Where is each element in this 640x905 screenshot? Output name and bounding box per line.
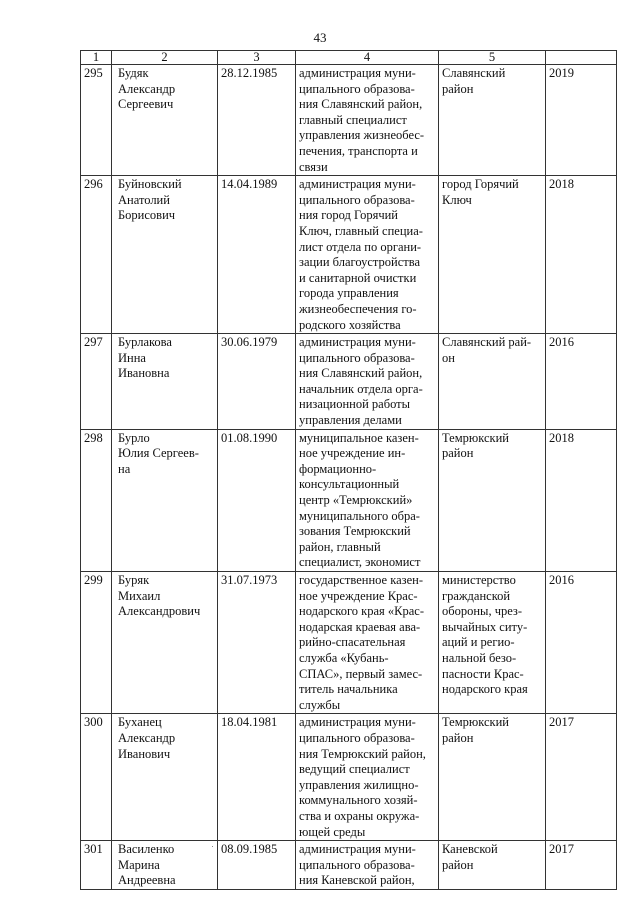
region-cell: Темрюкский район — [439, 714, 546, 841]
year-cell: 2018 — [546, 176, 617, 334]
column-number-row — [81, 51, 617, 65]
name-cell: Бурлакова Инна Ивановна — [112, 334, 218, 430]
table-row — [81, 841, 617, 890]
column-header: 5 — [439, 51, 546, 65]
birth-date-cell: 08.09.1985 — [218, 841, 296, 890]
region-cell: Славянский рай- он — [439, 334, 546, 430]
row-number-cell: 296 — [81, 176, 112, 334]
row-number-cell: 301 — [81, 841, 112, 890]
year-cell: 2019 — [546, 65, 617, 176]
birth-date-cell: 18.04.1981 — [218, 714, 296, 841]
name-cell: Буряк Михаил Александрович — [112, 572, 218, 714]
birth-date-cell: 31.07.1973 — [218, 572, 296, 714]
year-cell: 2017 — [546, 841, 617, 890]
birth-date-cell: 14.04.1989 — [218, 176, 296, 334]
position-cell: администрация муни- ципального образова- ния Славянский район, главный специалист управления жизнеобес- печения, транспорта и связи — [296, 65, 439, 176]
birth-date-cell: 30.06.1979 — [218, 334, 296, 430]
year-cell: 2016 — [546, 334, 617, 430]
region-cell: министерство гражданской обороны, чрез- вычайных ситу- аций и регио- нальной безо- пасности Крас- нодарского края — [439, 572, 546, 714]
column-header — [546, 51, 617, 65]
birth-date-cell: 01.08.1990 — [218, 429, 296, 571]
column-header: 2 — [112, 51, 218, 65]
row-number-cell: 300 — [81, 714, 112, 841]
table-row — [81, 334, 617, 430]
name-cell: Буханец Александр Иванович — [112, 714, 218, 841]
position-cell: администрация муни- ципального образова- ния Темрюкский район, ведущий специалист управления жилищно- коммунального хозяй- ства и охраны окружа- ющей среды — [296, 714, 439, 841]
registry-table — [80, 50, 617, 890]
row-number-cell: 295 — [81, 65, 112, 176]
table-row — [81, 429, 617, 571]
year-cell: 2017 — [546, 714, 617, 841]
position-cell: государственное казен- ное учреждение Крас- нодарского края «Крас- нодарская краевая ава- рийно-спасательная служба «Кубань- СПАС», первый замес- титель начальника службы — [296, 572, 439, 714]
position-cell: муниципальное казен- ное учреждение ин- формационно- консультационный центр «Темрюкский» муниципального обра- зования Темрюкский район, главный специалист, экономист — [296, 429, 439, 571]
year-cell: 2016 — [546, 572, 617, 714]
region-cell: город Горячий Ключ — [439, 176, 546, 334]
position-cell: администрация муни- ципального образова- ния Славянский район, начальник отдела орга- низационной работы управления делами — [296, 334, 439, 430]
region-cell: Каневской район — [439, 841, 546, 890]
table-row — [81, 176, 617, 334]
page-number: 43 — [313, 30, 327, 45]
row-number-cell: 297 — [81, 334, 112, 430]
name-cell: Будяк Александр Сергеевич — [112, 65, 218, 176]
name-cell: Бурло Юлия Сергеев- на — [112, 429, 218, 571]
row-number-cell: 299 — [81, 572, 112, 714]
position-cell: администрация муни- ципального образова- ния город Горячий Ключ, главный специа- лист отдела по органи- зации благоустройства и санитарной очистки города управления жизнеобеспечения го- родского хозяйства — [296, 176, 439, 334]
year-cell: 2018 — [546, 429, 617, 571]
scan-speck — [212, 846, 213, 847]
column-header: 3 — [218, 51, 296, 65]
table-row — [81, 714, 617, 841]
birth-date-cell: 28.12.1985 — [218, 65, 296, 176]
region-cell: Темрюкский район — [439, 429, 546, 571]
position-cell: администрация муни- ципального образова- ния Каневской район, — [296, 841, 439, 890]
region-cell: Славянский район — [439, 65, 546, 176]
name-cell: Буйновский Анатолий Борисович — [112, 176, 218, 334]
table-row — [81, 65, 617, 176]
column-header: 4 — [296, 51, 439, 65]
row-number-cell: 298 — [81, 429, 112, 571]
table-row — [81, 572, 617, 714]
name-cell: Василенко Марина Андреевна — [112, 841, 218, 890]
column-header: 1 — [81, 51, 112, 65]
